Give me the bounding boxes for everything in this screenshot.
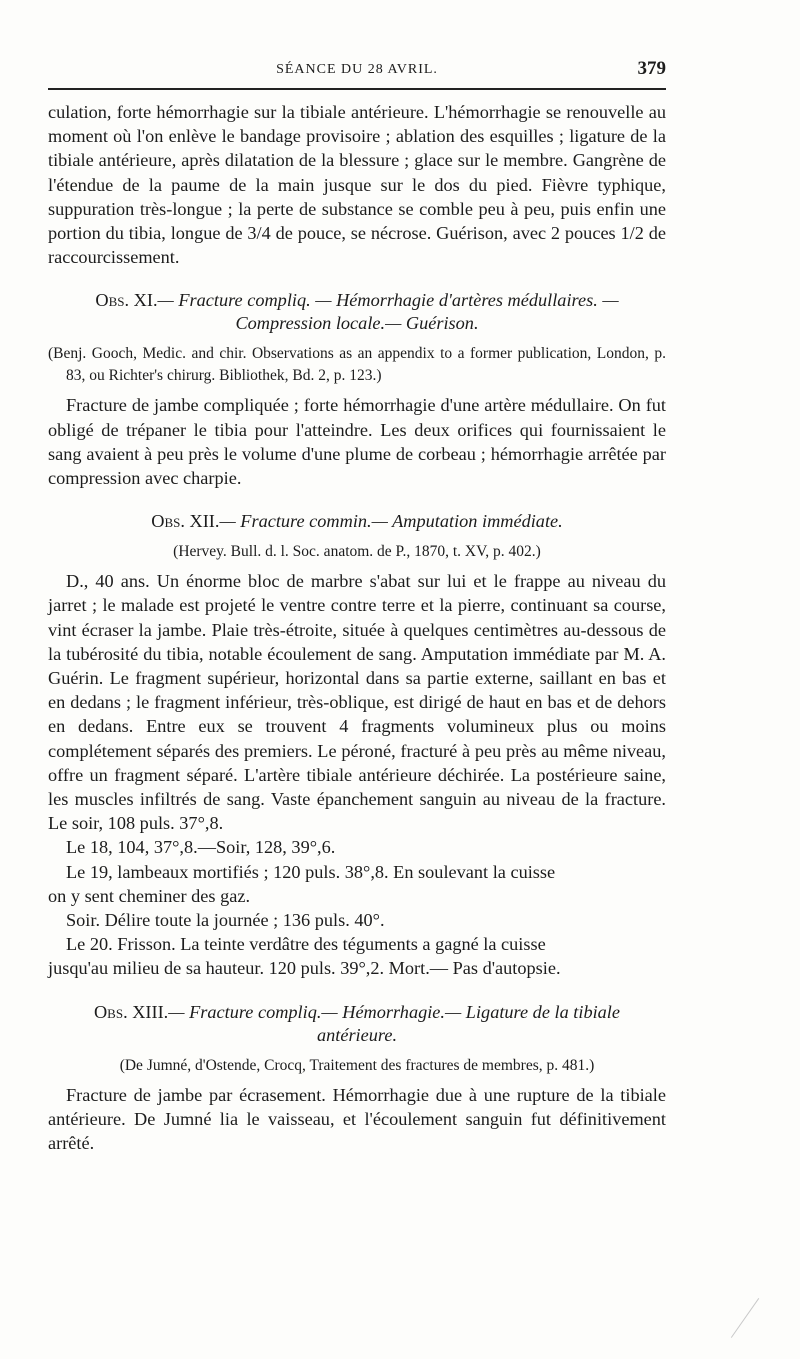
obs-xii-title: — Fracture commin.— Amputation immédiate. <box>219 511 563 532</box>
obs-xi-citation: (Benj. Gooch, Medic. and chir. Observations as an appendix to a former publication, London, p. 83, ou Richter's chirurg. Bibliothek, Bd. 2, p. 123.) <box>48 345 666 385</box>
header-rule <box>48 88 666 90</box>
obs-xii-daily-notes <box>48 835 666 980</box>
running-title: SÉANCE DU 28 AVRIL. <box>276 62 438 77</box>
pencil-mark <box>731 1298 782 1354</box>
obs-xiii-label: Obs. XIII. <box>93 1001 169 1022</box>
obs-xii-day19-a: Le 19, lambeaux mortifiés ; 120 puls. 38°,8. En soulevant la cuisse <box>66 861 556 882</box>
obs-xii-day20-b: jusqu'au milieu de sa hauteur. 120 puls. 39°,2. Mort.— Pas d'autopsie. <box>48 958 561 979</box>
obs-xii-day18: Le 18, 104, 37°,8.—Soir, 128, 39°,6. <box>66 837 336 858</box>
obs-xiii-citation: (De Jumné, d'Ostende, Crocq, Traitement des fractures de membres, p. 481.) <box>119 1056 595 1074</box>
obs-xiii-text: Fracture de jambe par écrasement. Hémorrhagie due à une rupture de la tibiale antérieure. De Jumné lia le vaisseau, et l'écoulement sanguin fut définitivement arrêté. <box>48 1084 666 1154</box>
obs-xii-day20-a: Le 20. Frisson. La teinte verdâtre des téguments a gagné la cuisse <box>66 934 546 955</box>
obs-xii-heading <box>48 510 666 533</box>
running-head <box>48 58 666 88</box>
obs-xiii-title-line1: — Fracture compliq.— Hémorrhagie.— Ligature de la tibiale <box>168 1001 621 1022</box>
obs-xi-text: Fracture de jambe compliquée ; forte hémorrhagie d'une artère médullaire. On fut obligé de trépaner le tibia pour l'atteindre. Les deux orifices qui fournissaient le sang avaient à peu près le volume d'une plume de corbeau ; hémorrhagie arrêtée par compression avec charpie. <box>48 395 666 489</box>
obs-xi-title-line1: — Fracture compliq. — Hémorrhagie d'artères médullaires. — <box>157 290 619 311</box>
obs-xi-title-line2: Compression locale.— Guérison. <box>235 313 479 334</box>
obs-xiii-heading <box>48 1001 666 1047</box>
obs-xii-label: Obs. XII. <box>151 511 220 532</box>
obs-xi-label: Obs. XI. <box>95 290 158 311</box>
intro-paragraph: culation, forte hémorrhagie sur la tibiale antérieure. L'hémorrhagie se renouvelle au moment où l'on enlève le bandage provisoire ; ablation des esquilles ; ligature de la tibiale antérieure, après dilatation de la blessure ; glace sur le membre. Gangrène de l'étendue de la paume de la main jusque sur le dos du pied. Fièvre typhique, suppuration très-longue ; la perte de substance se comble peu à peu, puis enfin une portion du tibia, longue de 3/4 de pouce, se nécrose. Guérison, avec 2 pouces 1/2 de raccourcissement. <box>48 102 666 268</box>
obs-xii-day19-b: on y sent cheminer des gaz. <box>48 885 251 906</box>
obs-xiii-title-line2: antérieure. <box>316 1024 398 1045</box>
book-page <box>48 58 666 1155</box>
obs-xii-evening: Soir. Délire toute la journée ; 136 puls. 40°. <box>66 910 385 931</box>
obs-xi-heading <box>48 289 666 335</box>
obs-xii-text: D., 40 ans. Un énorme bloc de marbre s'abat sur lui et le frappe au niveau du jarret ; le malade est projeté le ventre contre terre et la pierre, continuant sa course, vint écraser la jambe. Plaie très-étroite, située à quelques centimètres au-dessous de la tubérosité du tibia, notable écoulement de sang. Amputation immédiate par M. A. Guérin. Le fragment supérieur, horizontal dans sa partie externe, saillant en bas et en dedans ; le fragment inférieur, très-oblique, est dirigé de haut en bas et de dehors en dedans. Entre eux se trouvent 4 fragments volumineux plus ou moins complétement séparés des premiers. Le péroné, fracturé à peu près au même niveau, offre un fragment séparé. L'artère tibiale antérieure déchirée. La postérieure saine, les muscles infiltrés de sang. Vaste épanchement sanguin au niveau de la fracture. Le soir, 108 puls. 37°,8. <box>48 571 666 834</box>
obs-xii-citation: (Hervey. Bull. d. l. Soc. anatom. de P., 1870, t. XV, p. 402.) <box>173 543 541 561</box>
page-number: 379 <box>637 58 666 79</box>
